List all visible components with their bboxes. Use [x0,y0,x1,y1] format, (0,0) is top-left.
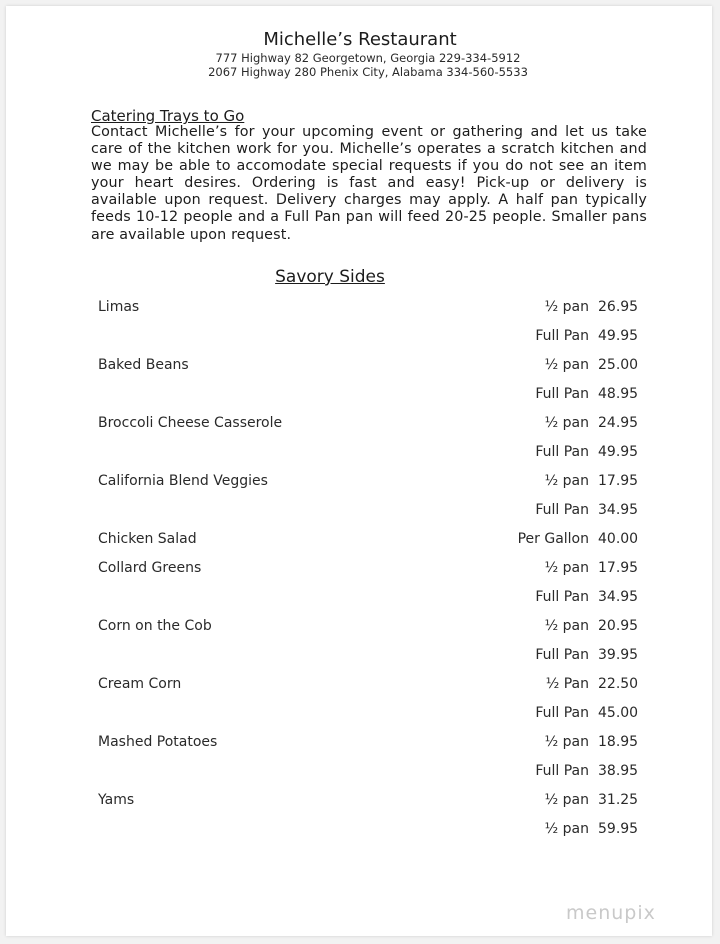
item-name: Yams [98,792,135,808]
item-unit: ½ pan [544,415,589,431]
item-unit: ½ pan [544,792,589,808]
item-name: Baked Beans [98,357,189,373]
item-unit: Full Pan [535,444,589,460]
menu-row [0,647,720,667]
item-unit: ½ pan [544,821,589,837]
menu-row [0,415,720,435]
item-price: 48.95 [598,386,639,402]
menu-row [0,705,720,725]
item-price: 26.95 [598,299,639,315]
item-price: 34.95 [598,589,639,605]
item-price: 49.95 [598,328,639,344]
item-name: Mashed Potatoes [98,734,218,750]
item-price: 38.95 [598,763,639,779]
menu-row [0,821,720,841]
item-unit: Full Pan [535,386,589,402]
item-name: Chicken Salad [98,531,197,547]
item-unit: ½ pan [544,473,589,489]
item-unit: ½ pan [544,560,589,576]
item-price: 49.95 [598,444,639,460]
item-unit: Full Pan [535,647,589,663]
item-name: Corn on the Cob [98,618,212,634]
menu-row [0,763,720,783]
item-name: Limas [98,299,140,315]
item-price: 31.25 [598,792,639,808]
item-price: 59.95 [598,821,639,837]
menu-row [0,589,720,609]
item-price: 39.95 [598,647,639,663]
menu-row [0,502,720,522]
item-unit: ½ pan [544,618,589,634]
catering-description: Contact Michelle’s for your upcoming event or gathering and let us take care of the kitchen work for you. Michelle’s operates a scratch kitchen and we may be able to accomodate special requests if you do not see an item your heart desires. Ordering is fast and easy! Pick-up or delivery is available upon request. Delivery charges may apply. A half pan typically feeds 10-12 people and a Full Pan pan will feed 20-25 people. Smaller pans are available upon request. [91,124,647,243]
menu-row [0,676,720,696]
item-unit: ½ pan [544,357,589,373]
item-price: 34.95 [598,502,639,518]
address-line-1: 777 Highway 82 Georgetown, Georgia 229-334-5912 [215,51,521,65]
menu-row [0,473,720,493]
item-name: Cream Corn [98,676,182,692]
menu-row [0,386,720,406]
menu-row [0,531,720,551]
restaurant-title: Michelle’s Restaurant [263,29,457,50]
item-unit: Full Pan [535,589,589,605]
menu-row [0,618,720,638]
menu-row [0,734,720,754]
item-unit: Per Gallon [517,531,589,547]
item-name: Broccoli Cheese Casserole [98,415,283,431]
menu-row [0,444,720,464]
menu-row [0,357,720,377]
item-price: 25.00 [598,357,639,373]
item-unit: Full Pan [535,502,589,518]
menu-row [0,792,720,812]
item-price: 45.00 [598,705,639,721]
address-line-2: 2067 Highway 280 Phenix City, Alabama 334-560-5533 [208,65,528,79]
item-price: 18.95 [598,734,639,750]
menu-row [0,560,720,580]
savory-sides-heading: Savory Sides [275,267,385,287]
item-unit: ½ pan [544,734,589,750]
catering-heading: Catering Trays to Go [91,107,245,125]
item-price: 24.95 [598,415,639,431]
item-unit: ½ pan [544,299,589,315]
watermark: menupix [566,902,656,924]
menu-row [0,328,720,348]
menu-row [0,299,720,319]
item-unit: Full Pan [535,763,589,779]
item-unit: ½ Pan [545,676,589,692]
item-price: 20.95 [598,618,639,634]
item-price: 17.95 [598,473,639,489]
item-unit: Full Pan [535,328,589,344]
item-name: Collard Greens [98,560,202,576]
item-price: 22.50 [598,676,639,692]
item-price: 17.95 [598,560,639,576]
item-unit: Full Pan [535,705,589,721]
item-price: 40.00 [598,531,639,547]
item-name: California Blend Veggies [98,473,268,489]
